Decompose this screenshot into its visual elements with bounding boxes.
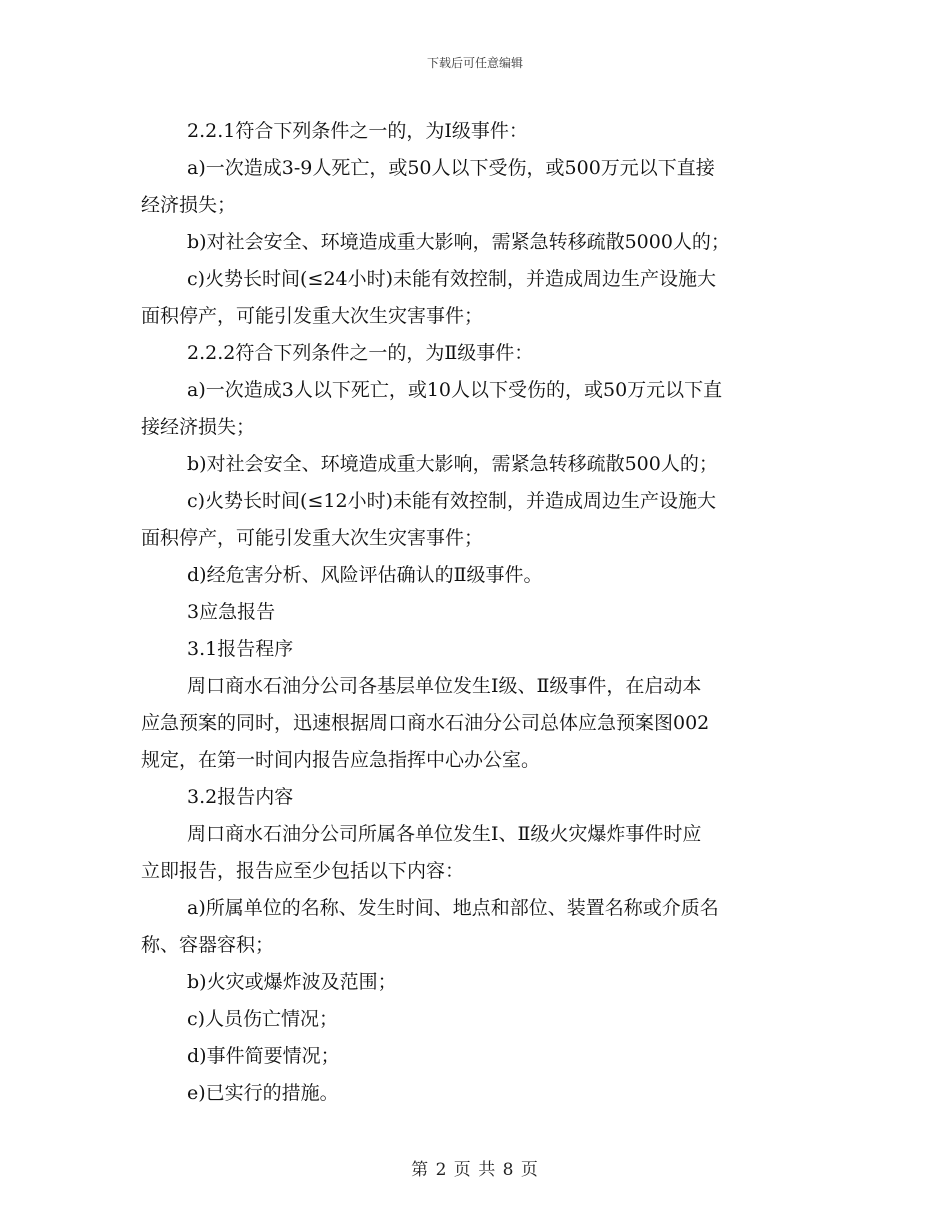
text-line: d)经危害分析、风险评估确认的Ⅱ级事件。 [187, 564, 543, 586]
text-line: b)对社会安全、环境造成重大影响，需紧急转移疏散5000人的； [187, 231, 730, 253]
text-line: d)事件简要情况； [187, 1045, 340, 1067]
text-line: 3.2报告内容 [187, 786, 294, 808]
text-line: 应急预案的同时，迅速根据周口商水石油分公司总体应急预案图002 [141, 712, 710, 734]
text-line: 面积停产，可能引发重大次生灾害事件； [141, 527, 484, 549]
page-header: 下载后可任意编辑 [426, 56, 523, 70]
text-line: 3应急报告 [187, 601, 276, 623]
text-line: c)火势长时间(≤12小时)未能有效控制，并造成周边生产设施大 [187, 490, 716, 512]
text-line: c)火势长时间(≤24小时)未能有效控制，并造成周边生产设施大 [187, 268, 716, 290]
text-line: 周口商水石油分公司所属各单位发生Ⅰ、Ⅱ级火灾爆炸事件时应 [187, 823, 702, 845]
page-number-footer: 第 2 页 共 8 页 [411, 1160, 539, 1180]
document-body [141, 113, 811, 1112]
text-line: c)人员伤亡情况； [187, 1008, 339, 1030]
text-line: 2.2.1符合下列条件之一的，为Ⅰ级事件： [187, 120, 528, 142]
text-line: a)一次造成3人以下死亡，或10人以下受伤的，或50万元以下直 [187, 379, 723, 401]
text-line: 经济损失； [141, 194, 237, 216]
text-line: 面积停产，可能引发重大次生灾害事件； [141, 305, 484, 327]
text-line: 2.2.2符合下列条件之一的，为Ⅱ级事件： [187, 342, 534, 364]
text-line: b)对社会安全、环境造成重大影响，需紧急转移疏散500人的； [187, 453, 718, 475]
text-line: 立即报告，报告应至少包括以下内容： [141, 860, 465, 882]
text-line: a)一次造成3-9人死亡，或50人以下受伤，或500万元以下直接 [187, 157, 715, 179]
text-line: e)已实行的措施。 [187, 1082, 339, 1104]
text-line: 周口商水石油分公司各基层单位发生Ⅰ级、Ⅱ级事件，在启动本 [187, 675, 702, 697]
text-line: 接经济损失； [141, 416, 256, 438]
text-line: 3.1报告程序 [187, 638, 294, 660]
text-line: 称、容器容积； [141, 934, 275, 956]
text-line: a)所属单位的名称、发生时间、地点和部位、装置名称或介质名 [187, 897, 719, 919]
text-line: b)火灾或爆炸波及范围； [187, 971, 397, 993]
text-line: 规定，在第一时间内报告应急指挥中心办公室。 [141, 749, 541, 771]
